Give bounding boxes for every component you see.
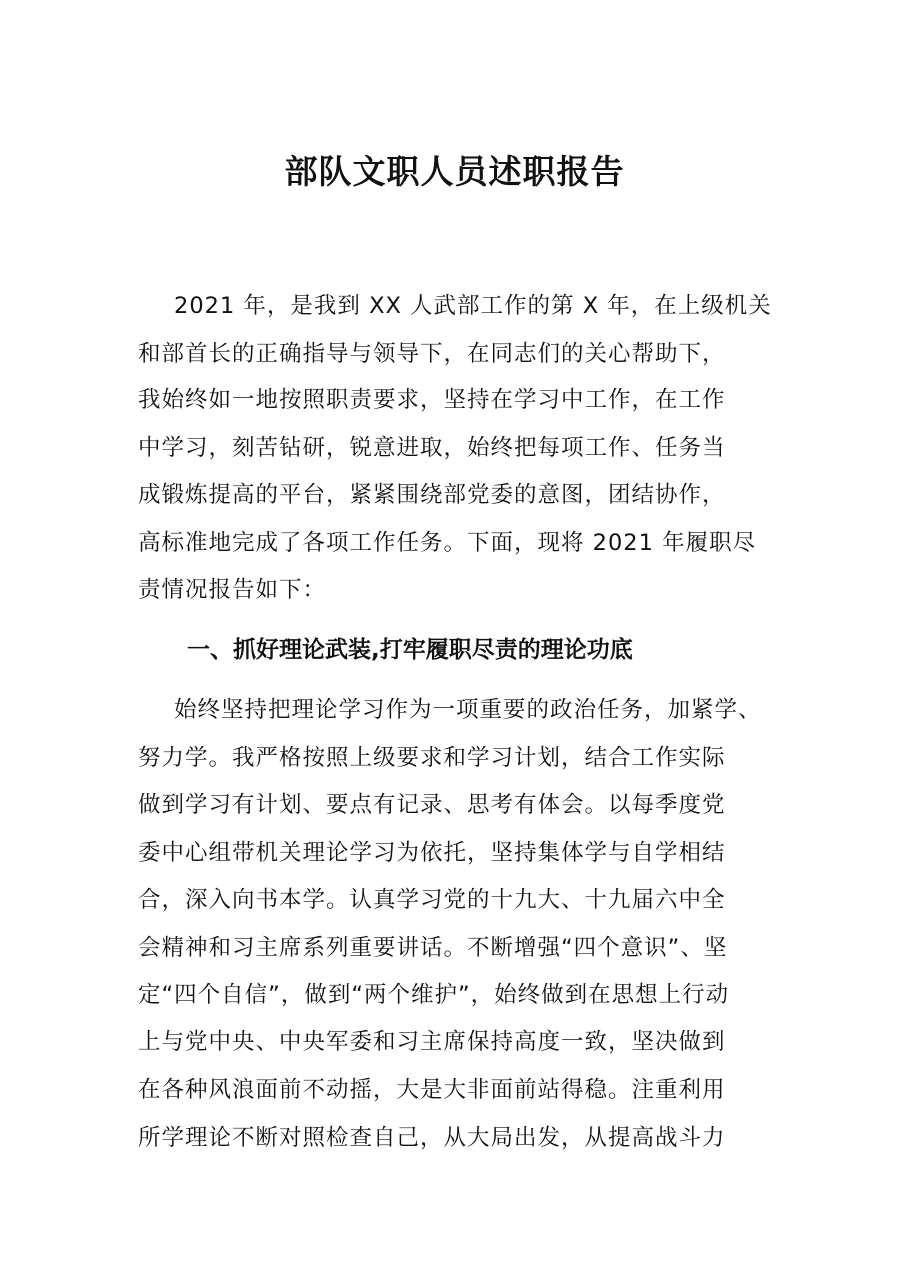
paragraph-line: 高标准地完成了各项工作任务。下面，现将 2021 年履职尽 (138, 530, 757, 556)
paragraph-line: 始终坚持把理论学习作为一项重要的政治任务，加紧学、 (174, 697, 762, 723)
paragraph-line: 责情况报告如下： (138, 577, 327, 603)
paragraph-line: 所学理论不断对照检查自己，从大局出发，从提高战斗力 (138, 1125, 726, 1151)
paragraph-line: 努力学。我严格按照上级要求和学习计划，结合工作实际 (138, 745, 726, 771)
paragraph-line: 做到学习有计划、要点有记录、思考有体会。以每季度党 (138, 792, 726, 818)
paragraph-line: 上与党中央、中央军委和习主席保持高度一致，坚决做到 (138, 1029, 726, 1055)
paragraph-line: 2021 年，是我到 XX 人武部工作的第 X 年，在上级机关 (174, 293, 772, 319)
paragraph-line: 合，深入向书本学。认真学习党的十九大、十九届六中全 (138, 887, 726, 913)
page-title: 部队文职人员述职报告 (284, 152, 625, 191)
paragraph-line: 委中心组带机关理论学习为依托，坚持集体学与自学相结 (138, 840, 726, 866)
paragraph-line: 会精神和习主席系列重要讲话。不断增强“四个意识”、坚 (138, 935, 728, 961)
section-heading: 一、抓好理论武装,打牢履职尽责的理论功底 (187, 637, 633, 663)
paragraph-line: 在各种风浪面前不动摇，大是大非面前站得稳。注重利用 (138, 1077, 726, 1103)
paragraph-line: 我始终如一地按照职责要求，坚持在学习中工作，在工作 (138, 387, 726, 413)
paragraph-line: 成锻炼提高的平台，紧紧围绕部党委的意图，团结协作， (138, 482, 726, 508)
paragraph-line: 和部首长的正确指导与领导下，在同志们的关心帮助下， (138, 341, 726, 367)
paragraph-line: 中学习，刻苦钻研，锐意进取，始终把每项工作、任务当 (138, 435, 726, 461)
paragraph-line: 定“四个自信”，做到“两个维护”，始终做到在思想上行动 (138, 982, 730, 1008)
